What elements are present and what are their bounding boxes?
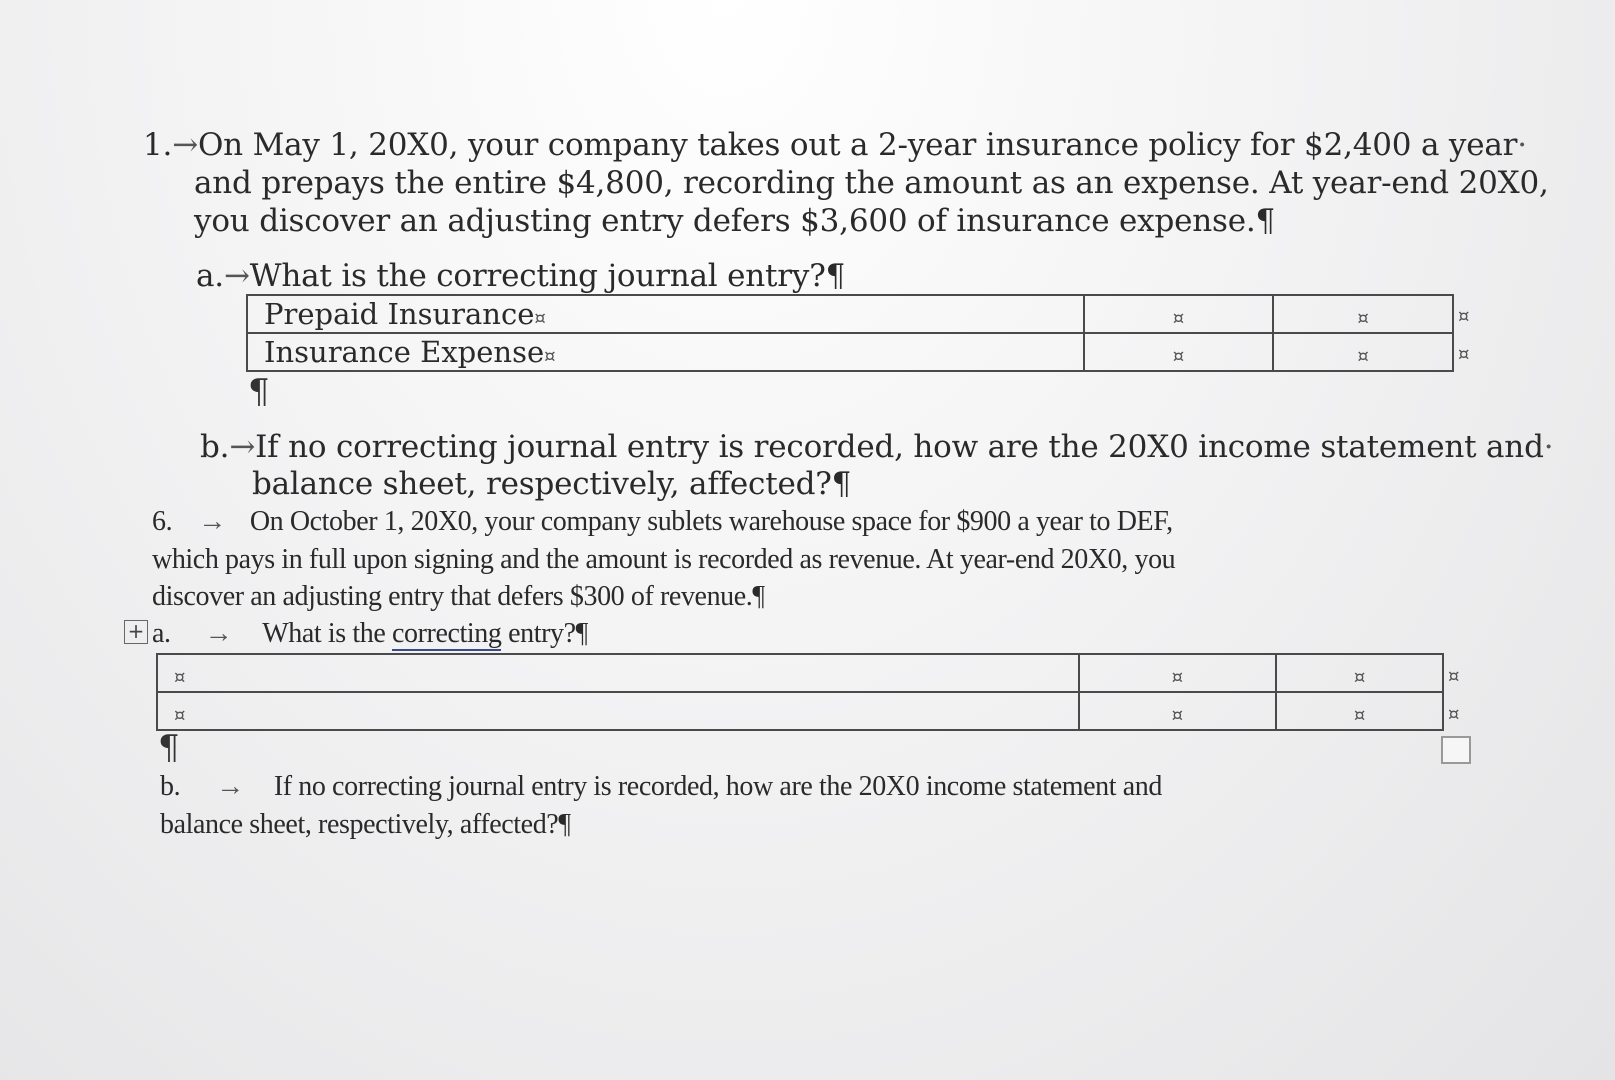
q6b-question-line1 <box>160 768 1162 805</box>
cell-end-mark: ¤ <box>1171 667 1184 688</box>
q6b-text-line2: balance sheet, respectively, affected? <box>160 809 559 840</box>
cell-end-mark: ¤ <box>534 308 546 329</box>
q1a-post: journal entry? <box>597 258 826 294</box>
pilcrow: ¶ <box>825 258 846 294</box>
table-row <box>157 692 1443 730</box>
credit-cell[interactable] <box>1273 295 1453 333</box>
q1-line2: and prepays the entire $4,800, recording the amount as an expense. At year-end 20X0, <box>194 165 1549 201</box>
q1a-question <box>196 257 845 295</box>
pilcrow: ¶ <box>248 372 270 412</box>
debit-cell[interactable] <box>1084 333 1274 371</box>
debit-cell[interactable] <box>1079 654 1277 692</box>
table-row <box>247 295 1453 333</box>
q1b-question-line2 <box>252 465 851 503</box>
q1a-link: the correcting <box>376 258 598 294</box>
q6a-question <box>152 615 588 652</box>
account-name: Insurance Expense <box>264 335 545 369</box>
tab-arrow: → <box>198 506 226 537</box>
table-move-handle-icon[interactable]: + <box>124 620 148 644</box>
cell-end-mark: ¤ <box>174 705 186 726</box>
row-end-mark: ¤ <box>1458 344 1470 365</box>
pilcrow: ¶ <box>831 466 852 502</box>
tab-arrow: → <box>216 771 244 802</box>
cell-end-mark: ¤ <box>174 667 186 688</box>
q6b-label: b. <box>160 771 181 802</box>
q6-line2: which pays in full upon signing and the amount is recorded as revenue. At year-end 20X0, you <box>152 544 1176 575</box>
credit-cell[interactable] <box>1276 692 1443 730</box>
q6b-text-line1: If no correcting journal entry is recorded, how are the 20X0 income statement and <box>273 771 1162 802</box>
cell-end-mark: ¤ <box>1172 346 1185 367</box>
cell-end-mark: ¤ <box>544 346 556 367</box>
row-end-mark: ¤ <box>1448 666 1460 687</box>
q6b-question-line2 <box>160 806 571 843</box>
q1-journal-table <box>246 294 1454 372</box>
pilcrow: ¶ <box>575 618 588 649</box>
q6-journal-table <box>156 653 1444 731</box>
table-row <box>157 654 1443 692</box>
q6a-post: entry? <box>501 618 576 649</box>
cell-end-mark: ¤ <box>1353 705 1366 726</box>
table-resize-handle[interactable] <box>1441 736 1471 764</box>
debit-cell[interactable] <box>1079 692 1277 730</box>
tab-arrow: → <box>204 618 233 649</box>
q1b-label: b. <box>200 429 230 465</box>
q6a-pre: What is the <box>262 618 392 649</box>
q1b-text-line2: balance sheet, respectively, affected? <box>252 466 832 502</box>
q6-number: 6. <box>152 506 173 537</box>
cell-end-mark: ¤ <box>1171 705 1184 726</box>
q6-text-line3: discover an adjusting entry that defers $300 of revenue. <box>152 581 753 612</box>
account-cell[interactable] <box>157 654 1079 692</box>
row-end-mark: ¤ <box>1458 306 1470 327</box>
account-cell[interactable] <box>157 692 1079 730</box>
pilcrow: ¶ <box>558 809 571 840</box>
q1-line3 <box>194 202 1275 240</box>
debit-cell[interactable] <box>1084 295 1274 333</box>
account-cell[interactable] <box>247 295 1084 333</box>
q1-text-line3: you discover an adjusting entry defers $3,600 of insurance expense. <box>194 203 1256 239</box>
pilcrow: ¶ <box>752 581 765 612</box>
account-cell[interactable] <box>247 333 1084 371</box>
pilcrow: ¶ <box>1255 203 1276 239</box>
tab-arrow: → <box>223 258 250 294</box>
q1b-question-line1: b.→If no correcting journal entry is recorded, how are the 20X0 income statement and· <box>200 429 1554 465</box>
q1-number: 1. <box>143 127 173 163</box>
tab-arrow: → <box>172 127 198 163</box>
cell-end-mark: ¤ <box>1172 308 1185 329</box>
q6a-link: correcting <box>391 618 502 649</box>
q1-text-line1: On May 1, 20X0, your company takes out a 2-year insurance policy for $2,400 a year <box>197 127 1518 163</box>
cell-end-mark: ¤ <box>1353 667 1366 688</box>
credit-cell[interactable] <box>1276 654 1443 692</box>
table-row <box>247 333 1453 371</box>
q1a-pre: What is <box>249 258 377 294</box>
tab-arrow: → <box>229 429 256 465</box>
q6-line3 <box>152 578 765 615</box>
q6a-label: a. <box>152 618 171 649</box>
q1b-text-line1: If no correcting journal entry is recorded, how are the 20X0 income statement and <box>255 429 1544 465</box>
q1a-label: a. <box>196 258 224 294</box>
pilcrow: ¶ <box>158 728 180 768</box>
q6-line1 <box>152 503 1173 540</box>
q6-text-line1: On October 1, 20X0, your company sublets warehouse space for $900 a year to DEF, <box>249 506 1173 537</box>
cell-end-mark: ¤ <box>1357 308 1369 329</box>
q1-line1: 1.→On May 1, 20X0, your company takes out a 2-year insurance policy for $2,400 a year· <box>143 127 1527 163</box>
account-name: Prepaid Insurance <box>264 297 535 331</box>
cell-end-mark: ¤ <box>1357 346 1369 367</box>
row-end-mark: ¤ <box>1448 704 1460 725</box>
credit-cell[interactable] <box>1273 333 1453 371</box>
